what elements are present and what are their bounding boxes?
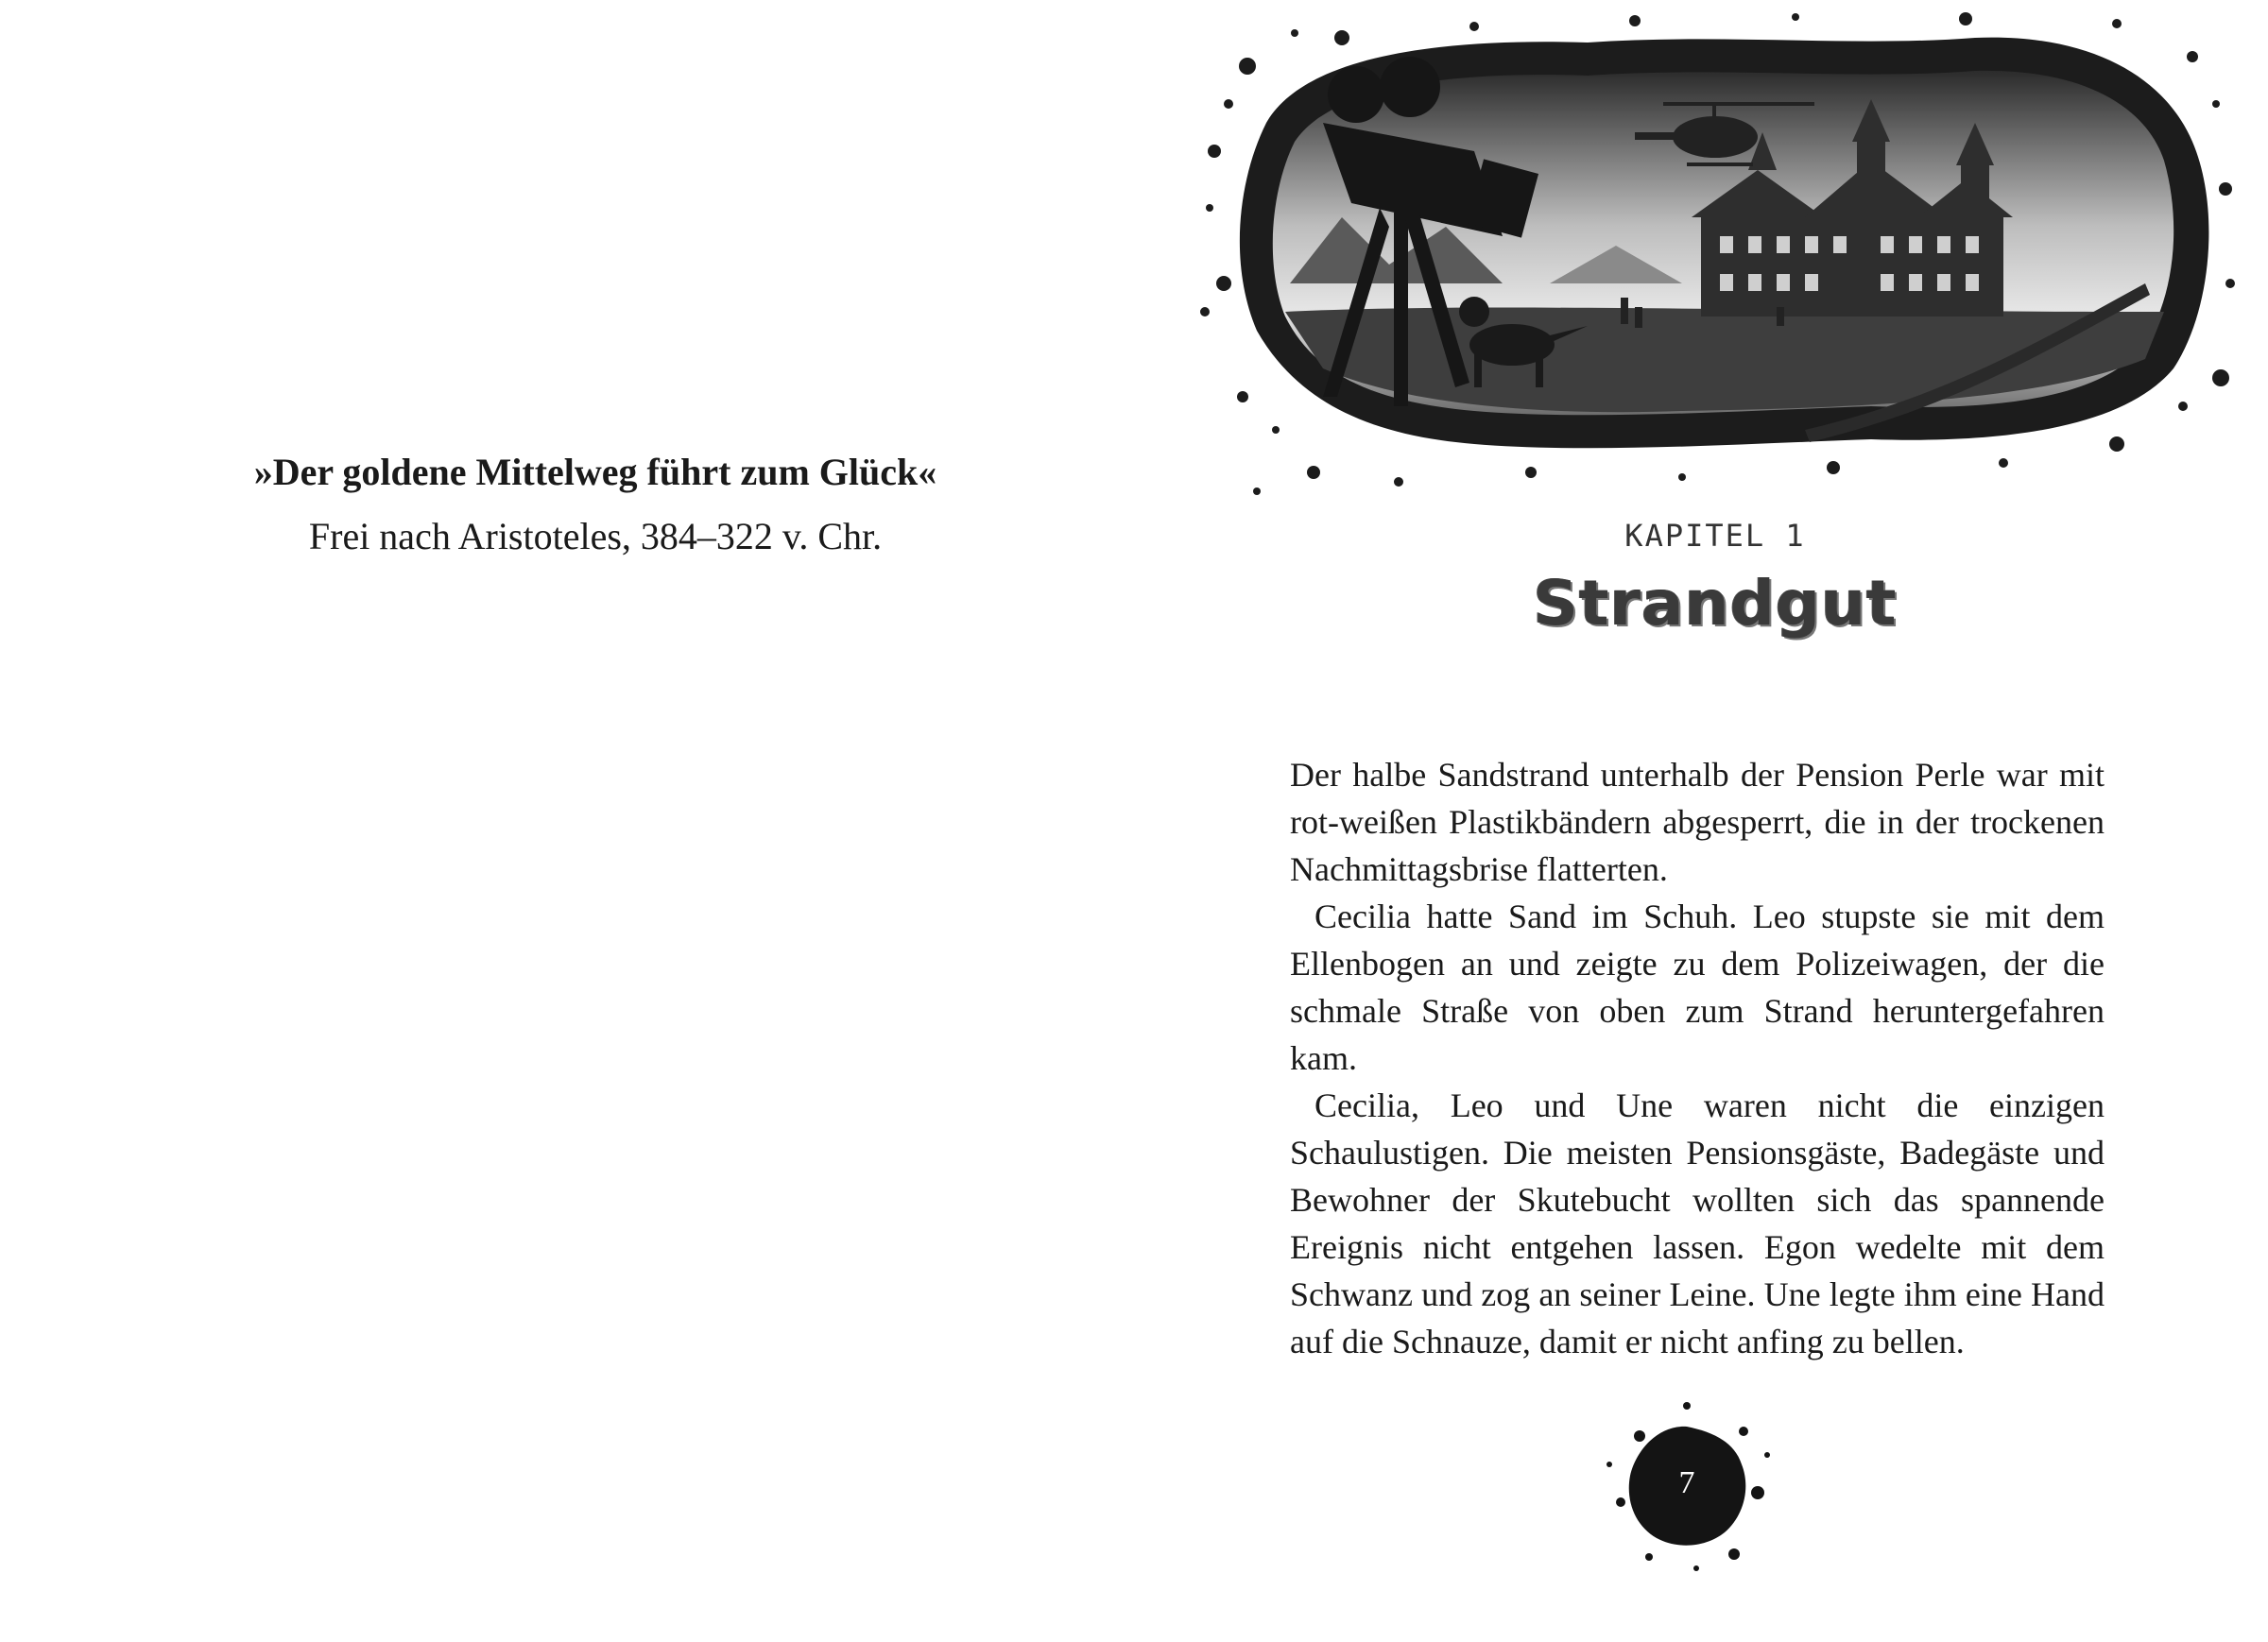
page-number-badge [1592,1389,1781,1578]
chapter-illustration [1191,0,2249,510]
chapter-body [1290,751,2105,1365]
epigraph [76,444,1115,565]
chapter-label: KAPITEL 1 [1624,518,1806,554]
chapter-title: Strandgut [1533,567,1898,640]
paragraph: Cecilia, Leo und Une waren nicht die einzigen Schaulustigen. Die meisten Pensionsgäste, Badegäste und Bewohner der Skutebucht wollten sich das spannende Ereignis nicht entgehen lassen. Egon wedelte mit dem Schwanz und zog an seiner Leine. Une legte ihm eine Hand auf die Schnauze, damit er nicht anfing zu bellen. [1290,1086,2105,1360]
paragraph: Cecilia hatte Sand im Schuh. Leo stupste sie mit dem Ellenbogen an und zeigte zu dem Polizeiwagen, der die schmale Straße von oben zum Strand heruntergefahren kam. [1290,898,2105,1077]
right-page [1162,0,2268,1642]
epigraph-attribution: Frei nach Aristoteles, 384–322 v. Chr. [308,515,883,557]
epigraph-quote: »Der goldene Mittelweg führt zum Glück« [253,451,937,493]
beach-scene [1273,57,2174,442]
paragraph: Der halbe Sandstrand unterhalb der Pension Perle war mit rot-weißen Plastikbändern abgesperrt, die in der trockenen Nachmittagsbrise flatterten. [1290,756,2105,888]
page-number: 7 [1678,1465,1695,1500]
